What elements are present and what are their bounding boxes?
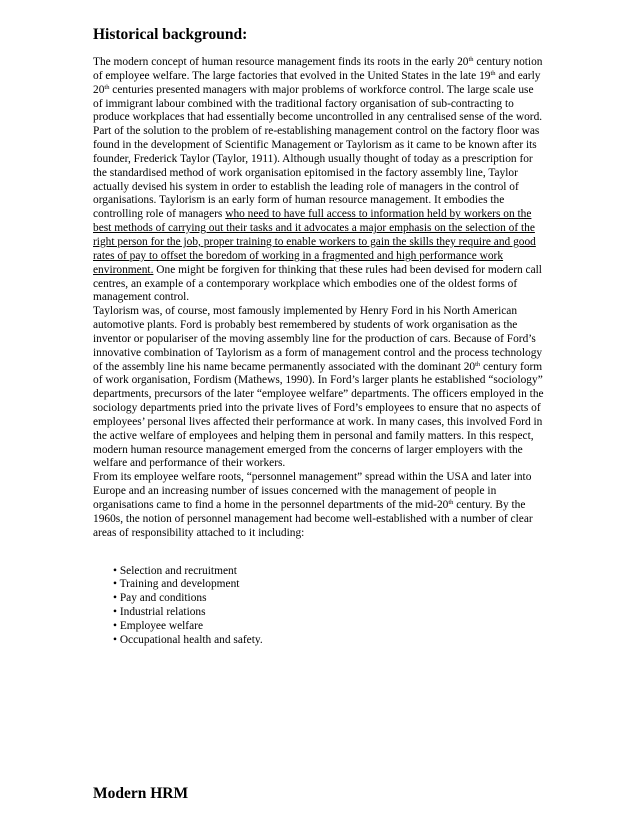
list-item: • Training and development bbox=[113, 578, 240, 591]
superscript: th bbox=[475, 360, 481, 368]
list-item: • Pay and conditions bbox=[113, 592, 207, 605]
paragraph-3 bbox=[93, 471, 545, 540]
text-run: The modern concept of human resource management finds its roots in the early 20 bbox=[93, 56, 469, 68]
paragraph-2 bbox=[93, 305, 545, 471]
underlined-passage: who need to have full access to information held by workers on the best methods of carrying out their tasks and it advocates a major emphasis on the selection of the right person for the job, proper training to enable workers to gain the skills they require and good rates of pay to offset the boredom of working in a fragmented and high performance work environment. bbox=[93, 208, 536, 276]
text-run: century notion of employee welfare. The large factories that evolved in the United States in the late 19 bbox=[93, 56, 543, 82]
superscript: th bbox=[104, 83, 110, 91]
text-run: One might be forgiven for thinking that these rules had been devised for modern call centres, an example of a contemporary workplace which embodies one of the oldest forms of management control. bbox=[93, 263, 542, 304]
superscript: th bbox=[468, 56, 474, 63]
document-body bbox=[93, 56, 545, 648]
text-run: Taylorism was, of course, most famously implemented by Henry Ford in his North American automotive plants. Ford is probably best remembered by students of work organisation as the inventor or populariser of the moving assembly line for the production of cars. Because of Ford’s innovative combination of Taylorism as a form of management control and the process technology of the assembly line his name became permanently associated with the dominant 20 bbox=[93, 305, 543, 373]
responsibility-list bbox=[93, 565, 545, 648]
text-run: From its employee welfare roots, “personnel management” spread within the USA and later into Europe and an increasing number of issues concerned with the management of people in organisations came to find a home in the personnel departments of the mid-20 bbox=[93, 471, 532, 511]
list-item: • Employee welfare bbox=[113, 619, 204, 632]
list-item: • Occupational health and safety. bbox=[113, 633, 263, 646]
superscript: th bbox=[448, 499, 454, 506]
superscript: th bbox=[490, 69, 496, 77]
text-run: and early 20 bbox=[93, 69, 541, 96]
text-run: centuries presented managers with major problems of workforce control. The large scale use of immigrant labour combined with the traditional factory organisation of sub-contracting to produce workplaces that had essentially become uncontrolled in any centralised sense of the word. Part of the solution to the problem of re-establishing management control on the factory floor was found in the development of Scientific Management or Taylorism as it came to be known after its founder, Frederick Taylor (Taylor, 1911). Although usually thought of today as a prescription for the standardised method of work organisation epitomised in the factory assembly line, Taylor actually devised his system in order to establish the leading role of managers in the control of organisations. Taylorism is an early form of human resource management. It embodies the controlling role of managers bbox=[93, 83, 543, 221]
paragraph-1 bbox=[93, 56, 545, 305]
text-run: century form of work organisation, Fordism (Mathews, 1990). In Ford’s larger plants he established “sociology” departments, precursors of the later “employee welfare” departments. The officers employed in the sociology departments pried into the private lives of Ford’s employees to ensure that no aspects of employees’ personal lives affected their performance at work. In many cases, this involved Ford in the active welfare of employees and helping them in personal and family matters. In this respect, modern human resource management emerged from the concerns of larger employers with the welfare and performance of their workers. bbox=[93, 360, 544, 470]
text-run: century. By the 1960s, the notion of personnel management had become well-established with a number of clear areas of responsibility attached to it including: bbox=[93, 499, 533, 539]
list-item: • Industrial relations bbox=[113, 606, 206, 619]
section-heading: Historical background: bbox=[93, 26, 248, 43]
list-item: • Selection and recruitment bbox=[113, 564, 237, 577]
section-heading-modern-hrm: Modern HRM bbox=[93, 785, 189, 802]
